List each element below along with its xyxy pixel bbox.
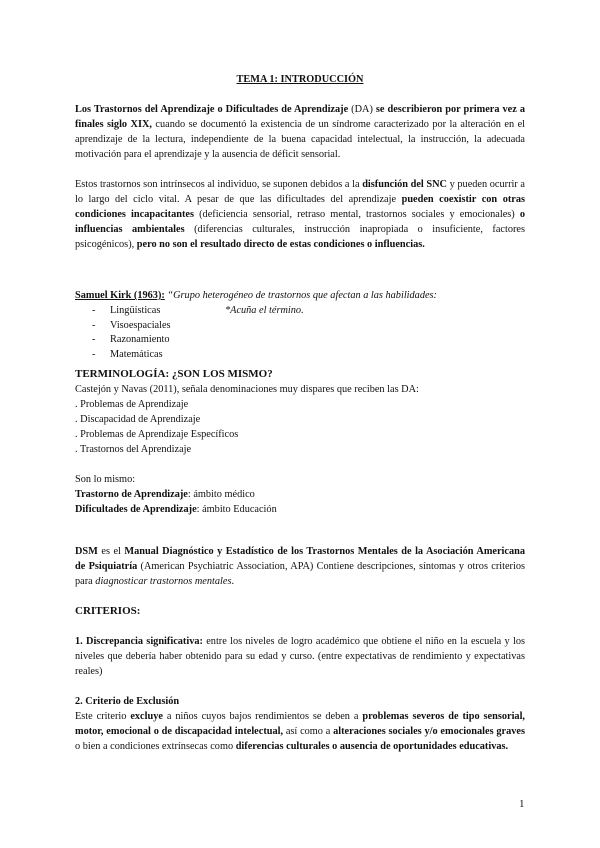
criterion-2-title: 2. Criterio de Exclusión bbox=[75, 696, 180, 707]
kirk-quote: “Grupo heterogéneo de trastornos que afectan a las habilidades: bbox=[164, 290, 437, 301]
definition-medical-term: Trastorno de Aprendizaje bbox=[75, 489, 188, 500]
terminology-item: . Problemas de Aprendizaje bbox=[75, 399, 189, 410]
list-dash: - bbox=[92, 305, 96, 316]
list-dash: - bbox=[92, 334, 96, 345]
criterion-2-bold-1: excluye bbox=[130, 711, 163, 722]
kirk-list bbox=[75, 303, 525, 361]
intro-bold-1: Los Trastornos del Aprendizaje o Dificultades de Aprendizaje bbox=[75, 104, 349, 115]
intro-text-1: (DA) bbox=[348, 104, 376, 115]
definition-education-term: Dificultades de Aprendizaje bbox=[75, 504, 197, 515]
list-item bbox=[75, 303, 525, 318]
kirk-line bbox=[75, 288, 525, 303]
criterion-2-bold-4: diferencias culturales o ausencia de oportunidades educativas. bbox=[235, 741, 509, 752]
intro-bold-2: se describieron por primera vez a finales siglo XIX, bbox=[75, 104, 525, 130]
terminology-item: . Discapacidad de Aprendizaje bbox=[75, 414, 201, 425]
criterion-2-text-4: o bien a condiciones extrínsecas como bbox=[75, 741, 236, 752]
criterion-2-heading bbox=[75, 694, 525, 709]
terminology-item: . Trastornos del Aprendizaje bbox=[75, 444, 192, 455]
kirk-name: Samuel Kirk (1963): bbox=[75, 290, 165, 301]
dsm-bold-1: DSM bbox=[75, 546, 98, 557]
list-item bbox=[75, 318, 525, 333]
definition-education bbox=[75, 502, 525, 517]
second-text-3: (deficiencia sensorial, retraso mental, trastornos sociales y emocionales) bbox=[193, 209, 520, 220]
criterion-2 bbox=[75, 709, 525, 754]
same-label: Son lo mismo: bbox=[75, 474, 136, 485]
kirk-note: *Acuña el término. bbox=[225, 305, 304, 316]
dsm-text-1: es el bbox=[97, 546, 125, 557]
terminology-intro: Castejón y Navas (2011), señala denominaciones muy dispares que reciben las DA: bbox=[75, 384, 419, 395]
second-bold-2: pueden coexistir con otras condiciones incapacitantes bbox=[75, 194, 525, 220]
definition-medical-text: : ámbito médico bbox=[187, 489, 255, 500]
criterion-1-text: entre los niveles de logro académico que obtiene el niño en la escuela y los niveles que debería haber obtenido para su edad y curso. (entre expectativas de rendimiento y expectativas reales) bbox=[75, 636, 525, 677]
second-text-1: Estos trastornos son intrínsecos al individuo, se suponen debidos a la bbox=[75, 179, 363, 190]
criterion-1-title: 1. Discrepancia significativa: bbox=[75, 636, 203, 647]
second-paragraph bbox=[75, 177, 525, 252]
dsm-text-2: (American Psychiatric Association, APA) Contiene descripciones, síntomas y otros criterios para bbox=[75, 561, 526, 587]
criterion-2-bold-2: problemas severos de tipo sensorial, motor, emocional o de discapacidad intelectual, bbox=[75, 711, 526, 737]
criterion-1 bbox=[75, 634, 525, 679]
dsm-paragraph bbox=[75, 544, 525, 589]
second-bold-1: disfunción del SNC bbox=[362, 179, 447, 190]
criterion-2-text-1: Este criterio bbox=[75, 711, 131, 722]
page-number: 1 bbox=[519, 798, 525, 810]
second-text-2: y pueden ocurrir a lo largo del ciclo vital. A pesar de que las dificultades del aprendizaje bbox=[75, 179, 525, 205]
document-page bbox=[75, 72, 525, 754]
terminology-heading: TERMINOLOGÍA: ¿SON LOS MISMO? bbox=[75, 368, 273, 380]
criterion-2-text-3: así como a bbox=[283, 726, 334, 737]
criterion-2-text-2: a niños cuyos bajos rendimientos se deben a bbox=[162, 711, 363, 722]
list-item-text: Razonamiento bbox=[110, 334, 170, 345]
second-bold-3: o influencias ambientales bbox=[75, 209, 525, 235]
list-item-text: Matemáticas bbox=[110, 348, 163, 360]
dsm-text-3: . bbox=[231, 576, 235, 587]
dsm-bold-2: Manual Diagnóstico y Estadístico de los Trastornos Mentales de la Asociación Americana de Psiquiatría bbox=[75, 546, 525, 572]
second-bold-4: pero no son el resultado directo de estas condiciones o influencias. bbox=[136, 239, 425, 250]
second-text-4: (diferencias culturales, instrucción inapropiada o insuficiente, factores psicogénicos), bbox=[75, 224, 526, 250]
dsm-italic: diagnosticar trastornos mentales bbox=[95, 576, 232, 587]
list-item-text: Visoespaciales bbox=[110, 319, 171, 331]
criterion-2-bold-3: alteraciones sociales y/o emocionales graves bbox=[333, 726, 525, 737]
document-title: TEMA 1: INTRODUCCIÓN bbox=[236, 74, 364, 85]
list-dash: - bbox=[92, 319, 96, 331]
definition-education-text: : ámbito Educación bbox=[196, 504, 277, 515]
list-dash: - bbox=[92, 348, 96, 360]
list-item-text: Lingüísticas bbox=[110, 305, 161, 316]
intro-text-2: cuando se documentó la existencia de un síndrome caracterizado por la alteración en el aprendizaje de la lectura, independiente de la buena capacidad intelectual, la instrucción, la adecuada motivación para el aprendizaje y la ausencia de déficit sensorial. bbox=[75, 119, 525, 160]
list-item bbox=[75, 332, 525, 347]
definition-medical bbox=[75, 487, 525, 502]
intro-paragraph bbox=[75, 102, 525, 162]
terminology-item: . Problemas de Aprendizaje Específicos bbox=[75, 429, 239, 440]
list-item bbox=[75, 347, 525, 362]
criterios-heading: CRITERIOS: bbox=[75, 605, 141, 617]
